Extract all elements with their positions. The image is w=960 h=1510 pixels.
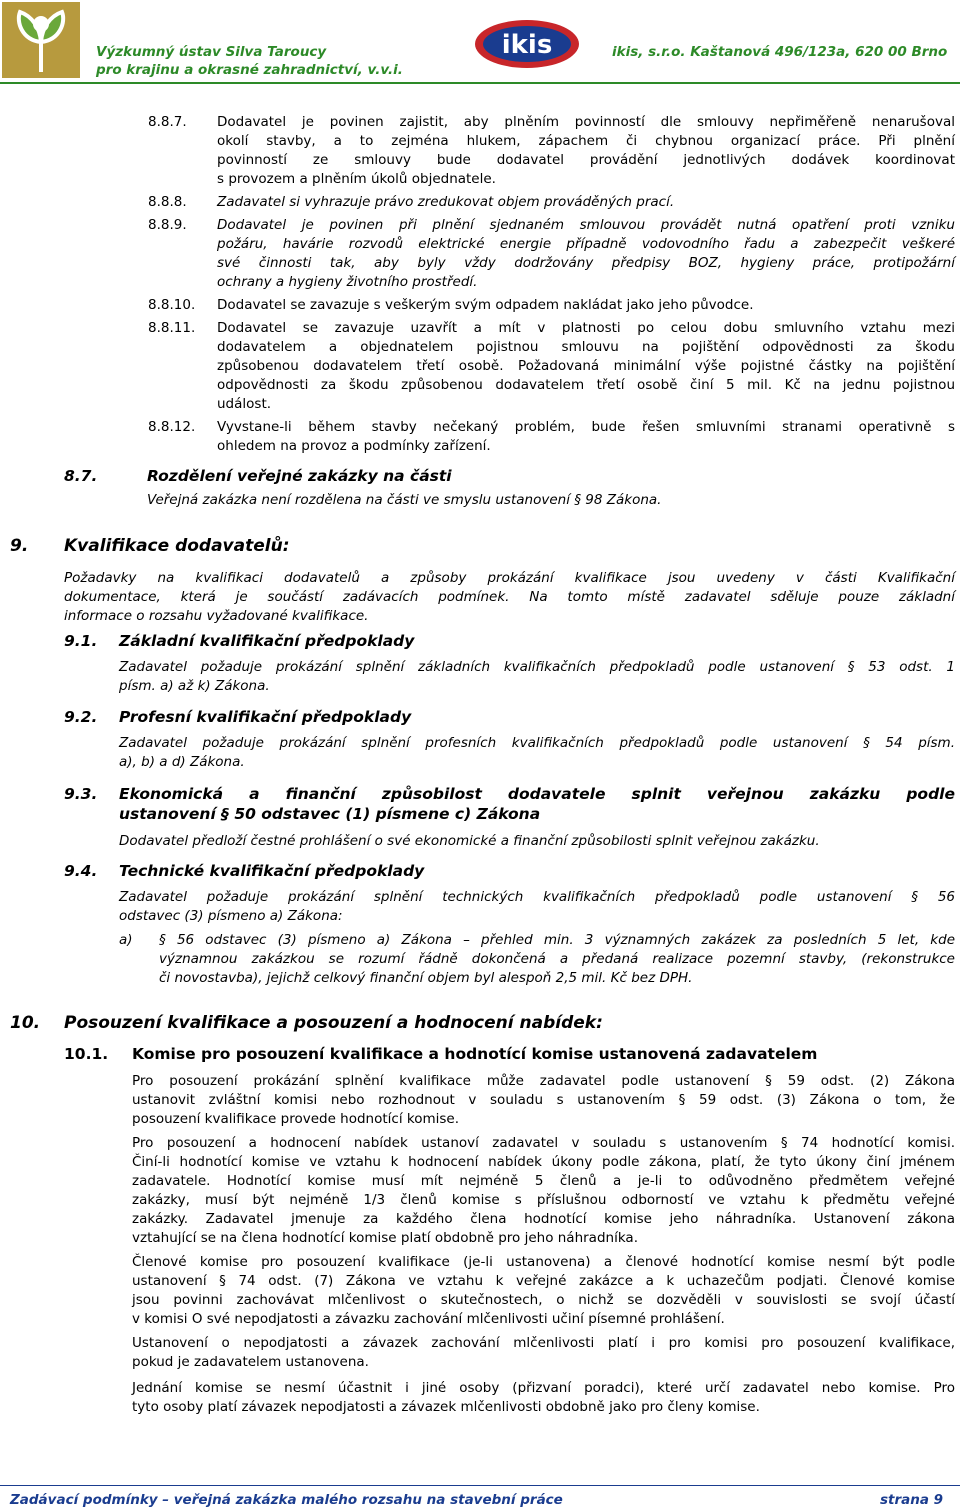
paragraph-line: Činí-li hodnotící komise ve vztahu k hodnocení nabídek úkony podle zákona, platí, že tyto úkony činí jménem: [132, 1154, 955, 1170]
section-title: Komise pro posouzení kvalifikace a hodnotící komise ustanovená zadavatelem: [132, 1045, 818, 1063]
clause-number: 8.8.11.: [148, 320, 196, 336]
paragraph: dokumentace, která je součástí zadávacích podmínek. Na tomto místě zadavatel sděluje pouze základní: [64, 589, 955, 605]
section-number: 9.2.: [64, 708, 98, 726]
clause-text: Zadavatel si vyhrazuje právo zredukovat objem prováděných prací.: [217, 194, 675, 210]
paragraph-line: Členové komise pro posouzení kvalifikace (je-li ustanovena) a členové hodnotící komise nesmí být podle: [132, 1254, 955, 1270]
page-header: [0, 0, 960, 82]
section-text: Dodavatel předloží čestné prohlášení o své ekonomické a finanční způsobilosti splnit veřejnou zakázku.: [119, 833, 820, 849]
footer-divider: [0, 1485, 960, 1486]
footer-document-title: Zadávací podmínky – veřejná zakázka malého rozsahu na stavební práce: [10, 1492, 563, 1508]
paragraph-line: Jednání komise se nesmí účastnit i jiné osoby (přizvaní poradci), které určí zadavatel nebo komise. Pro: [132, 1380, 955, 1396]
clause-text: způsobenou dodavatelem třetí osobě. Požadovaná minimální výše pojistné částky na pojištění: [217, 358, 955, 374]
paragraph-line: Pro posouzení prokázání splnění kvalifikace může zadavatel podle ustanovení § 59 odst. (2) Zákona: [132, 1073, 955, 1089]
section-title: ustanovení § 50 odstavec (1) písmene c) Zákona: [119, 805, 541, 823]
section-number: 9.4.: [64, 862, 98, 880]
paragraph-line: zakázky. Zadavatel jmenuje za každého člena hodnotící komise jeho náhradníka. Ustanovení zákona: [132, 1211, 955, 1227]
list-item-text: či novostavba), jejichž celkový finanční objem byl alespoň 2,5 mil. Kč bez DPH.: [159, 970, 693, 986]
clause-number: 8.8.7.: [148, 114, 187, 130]
clause-text: ohledem na provoz a podmínky zařízení.: [217, 438, 491, 454]
paragraph-line: Ustanovení o nepodjatosti a závazek zachování mlčenlivosti platí i pro komisi pro posouzení kvalifikace,: [132, 1335, 955, 1351]
clause-number: 8.8.10.: [148, 297, 196, 313]
clause-text: událost.: [217, 396, 272, 412]
paragraph-line: jsou povinni zachovávat mlčenlivost o skutečnostech, o nichž se dozvěděli v souvislosti se svojí účastí: [132, 1292, 955, 1308]
section-title: Technické kvalifikační předpoklady: [119, 862, 425, 880]
section-number: 10.1.: [64, 1045, 109, 1063]
section-title: Rozdělení veřejné zakázky na části: [147, 467, 452, 485]
header-divider: [0, 82, 960, 84]
clause-text: okolí stavby, a to zejména hlukem, zápachem či chybnou organizací práce. Při plnění: [217, 133, 955, 149]
paragraph-line: posouzení kvalifikace provede hodnotící komise.: [132, 1111, 460, 1127]
section-text: písm. a) až k) Zákona.: [119, 678, 270, 694]
section-number: 9.3.: [64, 785, 98, 803]
paragraph-line: ustanovení § 74 odst. (7) Zákona ve vztahu k veřejné zakázce a k uchazečům podjati. Členové komise: [132, 1273, 955, 1289]
section-text: Zadavatel požaduje prokázání splnění základních kvalifikačních předpokladů podle ustanovení § 53 odst. 1: [119, 659, 955, 675]
clause-number: 8.8.12.: [148, 419, 196, 435]
clause-number: 8.8.9.: [148, 217, 187, 233]
paragraph: Požadavky na kvalifikaci dodavatelů a způsoby prokázání kvalifikace jsou uvedeny v části Kvalifikační: [64, 570, 955, 586]
chapter-title: Posouzení kvalifikace a posouzení a hodnocení nabídek:: [64, 1013, 603, 1033]
section-text: a), b) a d) Zákona.: [119, 754, 245, 770]
section-title: Profesní kvalifikační předpoklady: [119, 708, 412, 726]
chapter-title: Kvalifikace dodavatelů:: [64, 536, 290, 556]
institute-name: Výzkumný ústav Silva Taroucy: [96, 44, 327, 60]
section-text: Veřejná zakázka není rozdělena na části ve smyslu ustanovení § 98 Zákona.: [147, 492, 662, 508]
list-item-text: § 56 odstavec (3) písmeno a) Zákona – přehled min. 3 významných zakázek za posledních 5 let, kde: [159, 932, 955, 948]
chapter-number: 10.: [10, 1013, 41, 1033]
clause-text: Vyvstane-li během stavby nečekaný problém, bude řešen smluvními stranami operativně s: [217, 419, 955, 435]
paragraph-line: tyto osoby platí závazek nepodjatosti a závazek mlčenlivosti obdobně jako pro členy komise.: [132, 1399, 760, 1415]
page-number: strana 9: [880, 1492, 944, 1508]
paragraph: informace o rozsahu vyžadované kvalifikace.: [64, 608, 369, 624]
paragraph-line: vztahující se na člena hodnotící komise platí obdobně pro jeho náhradníka.: [132, 1230, 638, 1246]
paragraph-line: Pro posouzení a hodnocení nabídek ustanoví zadavatel v souladu s ustanovením § 74 hodnotící komisi.: [132, 1135, 955, 1151]
paragraph-line: zadavatele. Hodnotící komise musí mít nejméně 5 členů a je-li to odůvodněno předmětem veřejné: [132, 1173, 955, 1189]
section-text: odstavec (3) písmeno a) Zákona:: [119, 908, 343, 924]
clause-text: dodavatelem a objednatelem pojistnou smlouvu na pojištění odpovědnosti za škodu: [217, 339, 955, 355]
institute-logo: [2, 2, 80, 78]
paragraph-line: ustanovit zvláštní komisi nebo rozhodnout v souladu s ustanovením § 59 odst. (3) Zákona o tom, že: [132, 1092, 955, 1108]
section-text: Zadavatel požaduje prokázání splnění profesních kvalifikačních předpokladů podle ustanovení § 54 písm.: [119, 735, 955, 751]
section-title: Ekonomická a finanční způsobilost dodavatele splnit veřejnou zakázku podle: [119, 785, 955, 803]
clause-text: s provozem a plněním úkolů objednatele.: [217, 171, 496, 187]
section-number: 9.1.: [64, 632, 98, 650]
paragraph-line: zakázky, musí být nejméně 1/3 členů komise s příslušnou odborností ve vztahu k předmětu veřejné: [132, 1192, 955, 1208]
ikis-logo: [472, 16, 582, 76]
paragraph-line: v komisi O své nepodjatosti a závazku zachování mlčenlivosti učiní písemné prohlášení.: [132, 1311, 725, 1327]
section-number: 8.7.: [64, 467, 98, 485]
ikis-logo-text: ikis: [501, 30, 553, 60]
section-title: Základní kvalifikační předpoklady: [119, 632, 415, 650]
list-item-text: významnou zakázkou se rozumí řádně dokončená a předaná realizace pozemní stavby, (rekonstrukce: [159, 951, 955, 967]
list-item-label: a): [119, 932, 133, 948]
clause-text: požáru, havárie rozvodů elektrické energie případně vodovodního řadu a zabezpečit veškeré: [217, 236, 955, 252]
clause-text: Dodavatel se zavazuje uzavřít a mít v platnosti po celou dobu smluvního vztahu mezi: [217, 320, 955, 336]
paragraph-line: pokud je zadavatelem ustanovena.: [132, 1354, 369, 1370]
company-address: ikis, s.r.o. Kaštanová 496/123a, 620 00 Brno: [612, 44, 948, 60]
clause-text: odpovědnosti za škodu způsobenou dodavatelem třetí osobě činí 5 mil. Kč na jednu pojistnou: [217, 377, 955, 393]
clause-text: povinností ze smlouvy bude dodavatel provádění jednotlivých dodávek koordinovat: [217, 152, 955, 168]
clause-text: ochrany a hygieny životního prostředí.: [217, 274, 478, 290]
clause-text: Dodavatel se zavazuje s veškerým svým odpadem nakládat jako jeho původce.: [217, 297, 754, 313]
chapter-number: 9.: [10, 536, 29, 556]
institute-subtitle: pro krajinu a okrasné zahradnictví, v.v.i.: [96, 62, 403, 78]
clause-number: 8.8.8.: [148, 194, 187, 210]
clause-text: Dodavatel je povinen zajistit, aby plněním povinností dle smlouvy nepřiměřeně nenarušoval: [217, 114, 955, 130]
clause-text: Dodavatel je povinen při plnění sjednaném smlouvou provádět nutná opatření proti vzniku: [217, 217, 955, 233]
section-text: Zadavatel požaduje prokázání splnění technických kvalifikačních předpokladů podle ustanovení § 56: [119, 889, 955, 905]
clause-text: své činnosti tak, aby byly vždy dodržovány předpisy BOZ, hygieny práce, protipožární: [217, 255, 955, 271]
